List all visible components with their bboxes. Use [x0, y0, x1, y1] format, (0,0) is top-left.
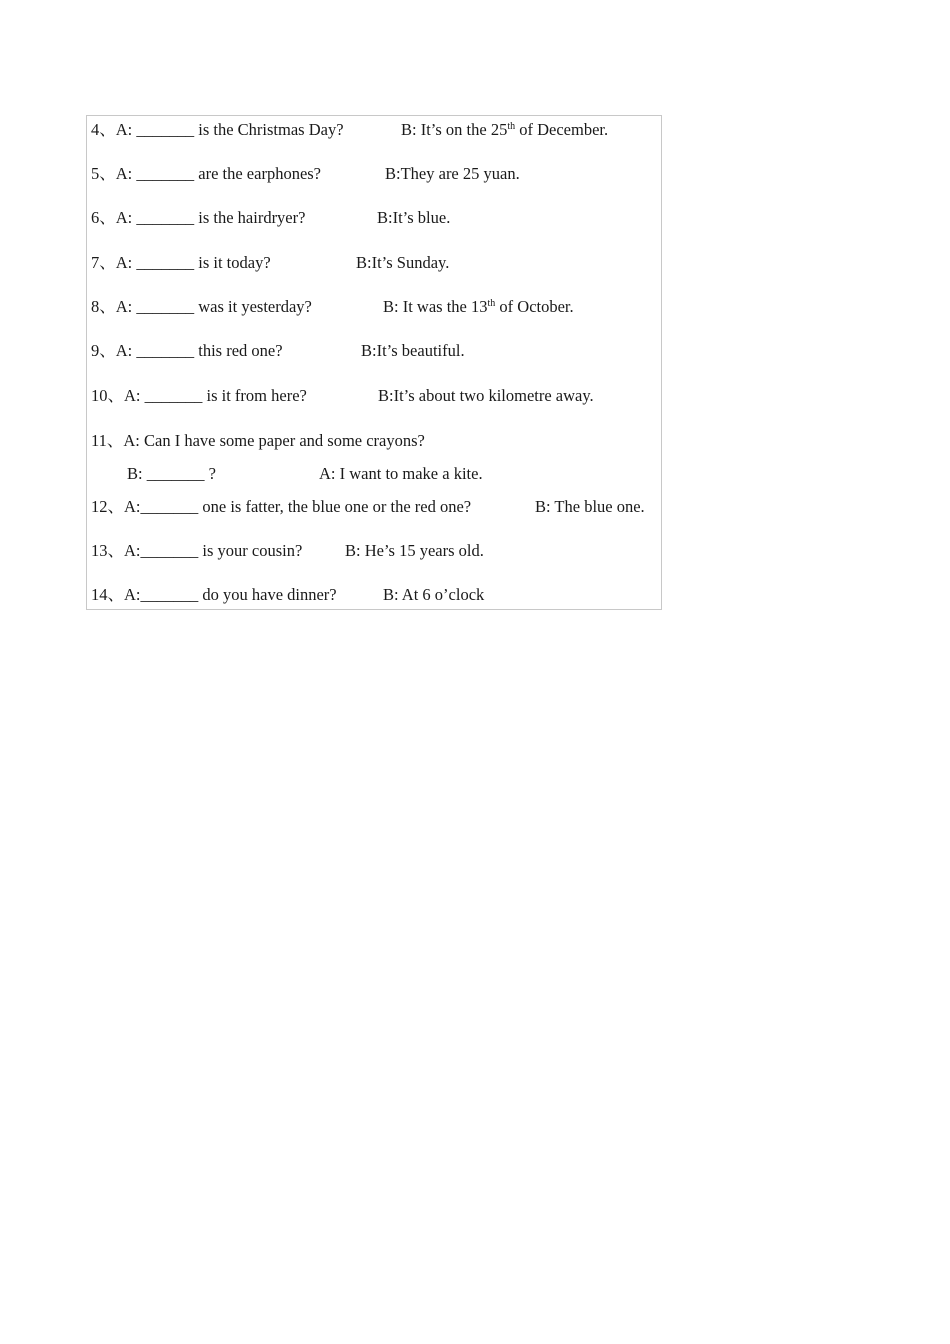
question-10	[91, 386, 594, 406]
question-7-a: 7、A: _______ is it today?	[91, 253, 271, 272]
question-10-a: 10、A: _______ is it from here?	[91, 386, 307, 405]
question-14-a: 14、A:_______ do you have dinner?	[91, 585, 337, 604]
question-5-a: 5、A: _______ are the earphones?	[91, 164, 322, 183]
question-6-b: B:It’s blue.	[377, 208, 451, 227]
question-8	[91, 297, 574, 317]
question-11	[91, 431, 425, 451]
question-13	[91, 541, 484, 561]
question-5-b: B:They are 25 yuan.	[385, 164, 520, 183]
question-12	[91, 497, 645, 517]
question-10-b: B:It’s about two kilometre away.	[378, 386, 594, 405]
question-4	[91, 120, 609, 140]
question-6	[91, 208, 451, 228]
question-12-a: 12、A:_______ one is fatter, the blue one or the red one?	[91, 497, 472, 516]
question-11-a-line: A: I want to make a kite.	[319, 464, 483, 483]
question-4-b: B: It’s on the 25th of December.	[401, 120, 609, 139]
exercise-box	[86, 115, 662, 610]
question-13-a: 13、A:_______ is your cousin?	[91, 541, 303, 560]
question-11-a: 11、A: Can I have some paper and some crayons?	[91, 431, 425, 450]
question-14-b: B: At 6 o’clock	[383, 585, 485, 604]
question-11-followup	[127, 464, 483, 484]
question-13-b: B: He’s 15 years old.	[345, 541, 484, 560]
question-7	[91, 253, 450, 273]
question-14	[91, 585, 485, 605]
question-11-b-line: B: _______ ?	[127, 464, 216, 483]
question-4-a: 4、A: _______ is the Christmas Day?	[91, 120, 344, 139]
question-6-a: 6、A: _______ is the hairdryer?	[91, 208, 306, 227]
question-8-a: 8、A: _______ was it yesterday?	[91, 297, 312, 316]
question-9-a: 9、A: _______ this red one?	[91, 341, 283, 360]
question-8-b: B: It was the 13th of October.	[383, 297, 574, 316]
question-9	[91, 341, 465, 361]
question-5	[91, 164, 520, 184]
question-7-b: B:It’s Sunday.	[356, 253, 450, 272]
question-9-b: B:It’s beautiful.	[361, 341, 465, 360]
question-12-b: B: The blue one.	[535, 497, 645, 516]
